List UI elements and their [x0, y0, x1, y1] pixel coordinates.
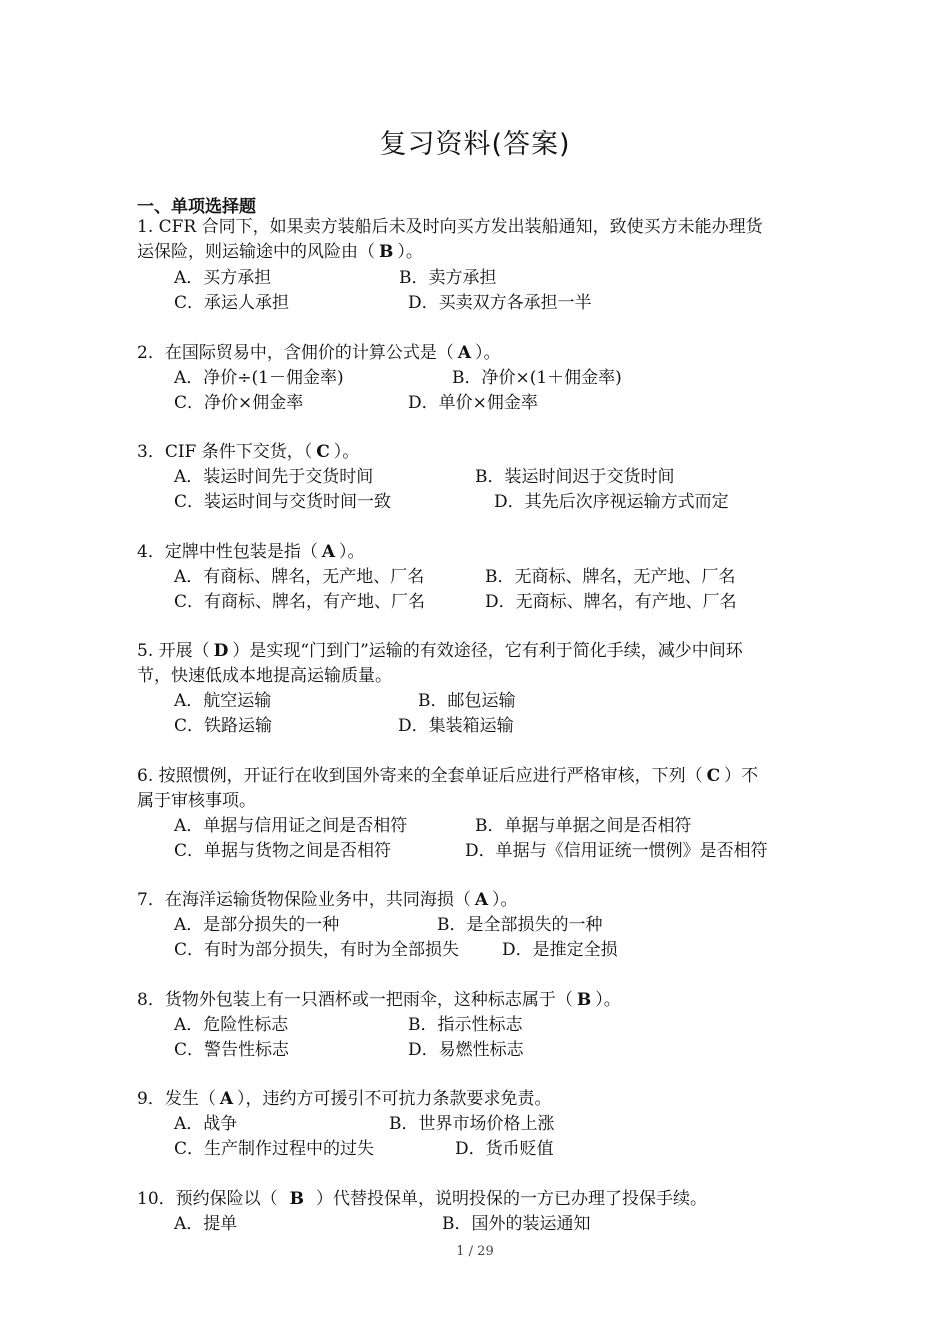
question-5-stem-line-1: 5. 开展（ D ）是实现“门到门”运输的有效途径，它有利于简化手续，减少中间环 — [137, 641, 743, 661]
question-4-option-b: B．无商标、牌名，无产地、厂名 — [485, 567, 736, 587]
question-8-option-d: D．易燃性标志 — [408, 1040, 524, 1060]
question-4-option-a: A．有商标、牌名，无产地、厂名 — [174, 567, 425, 587]
question-10-answer: B — [289, 1189, 305, 1209]
question-1-option-d: D．买卖双方各承担一半 — [408, 293, 592, 313]
question-10-option-a: A．提单 — [174, 1214, 238, 1234]
section-heading: 一、单项选择题 — [137, 197, 256, 217]
question-4-answer: A — [321, 542, 336, 562]
question-3-option-a: A．装运时间先于交货时间 — [174, 467, 374, 487]
question-3-stem: 3．CIF 条件下交货，（ C ）。 — [137, 442, 360, 462]
question-2-option-b: B．净价×(1＋佣金率) — [452, 368, 622, 388]
question-5-option-c: C．铁路运输 — [174, 716, 273, 736]
question-6-option-c: C．单据与货物之间是否相符 — [174, 841, 392, 861]
question-2-option-c: C．净价×佣金率 — [174, 393, 304, 413]
question-3-option-d: D．其先后次序视运输方式而定 — [494, 492, 729, 512]
question-10-option-b: B．国外的装运通知 — [442, 1214, 591, 1234]
question-9-stem: 9．发生（ A ），违约方可援引不可抗力条款要求免责。 — [137, 1089, 552, 1109]
question-6-answer: C — [706, 766, 721, 786]
question-9-option-c: C．生产制作过程中的过失 — [174, 1139, 375, 1159]
question-9-option-b: B．世界市场价格上涨 — [389, 1114, 555, 1134]
question-5-answer: D — [213, 641, 229, 661]
question-2-option-a: A．净价÷(1－佣金率) — [174, 368, 344, 388]
question-4-stem: 4．定牌中性包装是指（ A ）。 — [137, 542, 365, 562]
question-6-stem-line-2: 属于审核事项。 — [137, 791, 256, 811]
question-7-option-d: D．是推定全损 — [502, 940, 618, 960]
question-5-option-b: B．邮包运输 — [418, 691, 516, 711]
question-9-option-a: A．战争 — [174, 1114, 238, 1134]
question-8-option-b: B．指示性标志 — [408, 1015, 523, 1035]
question-8-option-a: A．危险性标志 — [174, 1015, 289, 1035]
question-5-option-d: D．集装箱运输 — [398, 716, 514, 736]
question-1-option-b: B．卖方承担 — [399, 268, 497, 288]
question-1-stem-line-2: 运保险，则运输途中的风险由（ B ）。 — [137, 242, 423, 262]
question-4-option-c: C．有商标、牌名，有产地、厂名 — [174, 592, 426, 612]
question-7-stem: 7．在海洋运输货物保险业务中，共同海损（ A ）。 — [137, 890, 518, 910]
question-6-option-d: D．单据与《信用证统一惯例》是否相符 — [465, 841, 768, 861]
question-3-option-c: C．装运时间与交货时间一致 — [174, 492, 392, 512]
question-1-stem-line-1: 1. CFR 合同下，如果卖方装船后未及时向买方发出装船通知，致使买方未能办理货 — [137, 217, 763, 237]
question-5-stem-line-2: 节，快速低成本地提高运输质量。 — [137, 666, 392, 686]
question-9-answer: A — [219, 1089, 234, 1109]
question-1-option-c: C．承运人承担 — [174, 293, 290, 313]
question-4-option-d: D．无商标、牌名，有产地、厂名 — [485, 592, 737, 612]
question-1-option-a: A．买方承担 — [174, 268, 272, 288]
question-8-answer: B — [576, 990, 592, 1010]
question-6-option-a: A．单据与信用证之间是否相符 — [174, 816, 408, 836]
question-8-option-c: C．警告性标志 — [174, 1040, 290, 1060]
page-number: 1 / 29 — [456, 1244, 494, 1259]
question-2-answer: A — [457, 343, 472, 363]
question-7-option-b: B．是全部损失的一种 — [437, 915, 603, 935]
page-title: 复习资料(答案) — [379, 129, 571, 160]
question-5-option-a: A．航空运输 — [174, 691, 272, 711]
question-3-option-b: B．装运时间迟于交货时间 — [475, 467, 675, 487]
question-8-stem: 8．货物外包装上有一只酒杯或一把雨伞，这种标志属于（ B ）。 — [137, 990, 621, 1010]
question-7-answer: A — [474, 890, 489, 910]
question-2-option-d: D．单价×佣金率 — [408, 393, 538, 413]
question-9-option-d: D．货币贬值 — [455, 1139, 554, 1159]
question-1-answer: B — [379, 242, 394, 262]
question-7-option-c: C．有时为部分损失，有时为全部损失 — [174, 940, 460, 960]
question-3-answer: C — [316, 442, 330, 462]
question-6-option-b: B．单据与单据之间是否相符 — [475, 816, 692, 836]
question-10-stem: 10．预约保险以（ B ）代替投保单，说明投保的一方已办理了投保手续。 — [137, 1189, 708, 1209]
question-7-option-a: A．是部分损失的一种 — [174, 915, 340, 935]
question-6-stem-line-1: 6. 按照惯例，开证行在收到国外寄来的全套单证后应进行严格审核，下列（ C ）不 — [137, 766, 759, 786]
question-2-stem: 2．在国际贸易中，含佣价的计算公式是（ A ）。 — [137, 343, 501, 363]
